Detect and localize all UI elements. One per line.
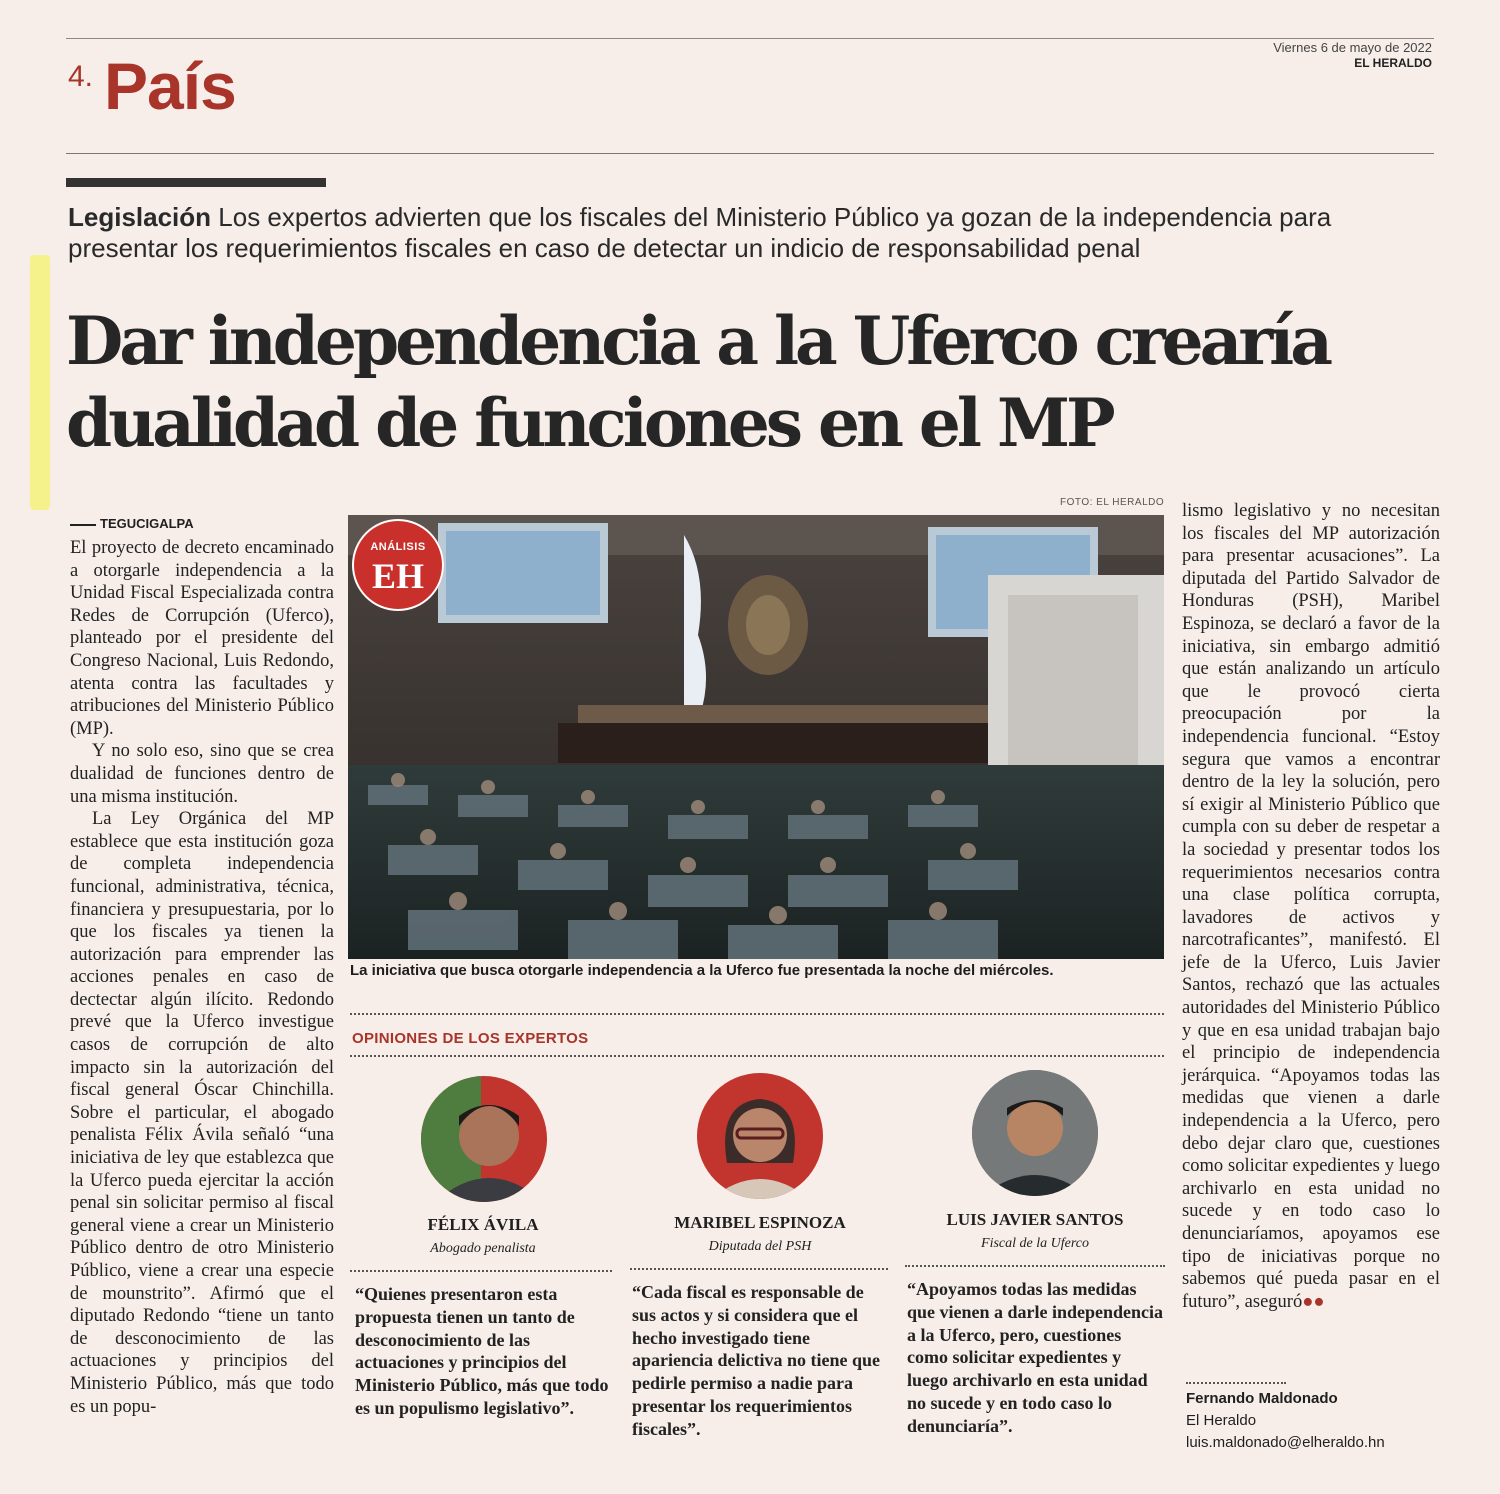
photo-credit: FOTO: EL HERALDO <box>1060 497 1165 508</box>
top-rule <box>66 38 1434 39</box>
kicker-bar <box>66 178 326 187</box>
portrait-luis <box>972 1070 1098 1196</box>
headline <box>66 300 1466 464</box>
photo-caption: La iniciativa que busca otorgarle independencia a la Uferco fue presentada la noche del miércoles. <box>350 962 1054 979</box>
avatar-felix-avila <box>421 1076 547 1202</box>
quote-rule <box>630 1268 888 1270</box>
kicker: Legislación <box>68 202 212 232</box>
headline-line-1: Dar independencia a la Uferco crearía <box>66 302 1329 380</box>
paragraph <box>1182 500 1440 1313</box>
column-1 <box>70 537 334 1418</box>
analysis-badge <box>352 519 444 611</box>
paragraph-text: lismo legislativo y no necesitan los fiscales del MP autorización para presentar acusaciones”. La diputada del Partido Salvador de Honduras (PSH), Maribel Espinoza, se declaró a favor de la iniciativa, sin embargo admitió que están analizando un artículo que le provocó cierta preocupación por la independencia funcional. “Estoy segura que vamos a encontrar dentro de la ley la solución, pero sí exigir al Ministerio Público que cumpla con su deber de respetar a la sociedad y presentar todos los requerimientos necesarios contra una clase política corrupta, lavadores de activos y narcotraficantes”, manifestó. El jefe de la Uferco, Luis Javier Santos, rechazó que las actuales autoridades del Ministerio Público y que en esa unidad trabajan bajo el principio de independencia jerárquica. “Apoyamos todas las medidas que vienen a darle independencia a la Uferco, pero debo dejar claro que, cuestiones como solicitar expedientes y luego archivarlo en esta unidad no sucede y en todo caso lo denunciaríamos, apoyamos ese tipo de iniciativas porque no sabemos qué pueda pasar en el futuro”, aseguró <box>1182 501 1440 1312</box>
badge-label: ANÁLISIS <box>370 541 426 553</box>
portrait-felix <box>421 1076 547 1202</box>
author-name: Fernando Maldonado <box>1186 1390 1338 1407</box>
highlighter-mark <box>30 255 50 510</box>
dateline <box>70 516 194 531</box>
expert-name: LUIS JAVIER SANTOS <box>946 1210 1124 1229</box>
expert-quote: “Apoyamos todas las medidas que vienen a darle independencia a la Uferco, pero, cuestiones como solicitar expedientes y luego archivarlo en esta unidad no sucede y en todo caso lo denunciaría”. <box>907 1279 1164 1436</box>
article-lead <box>68 202 1438 264</box>
dateline-text: TEGUCIGALPA <box>100 516 194 531</box>
issue-date: Viernes 6 de mayo de 2022 <box>1273 40 1432 55</box>
dateline-bar <box>70 524 96 526</box>
author-outlet: El Heraldo <box>1186 1412 1257 1429</box>
expert-role: Abogado penalista <box>430 1241 536 1256</box>
quote-rule <box>905 1265 1165 1267</box>
avatar-luis-javier-santos <box>972 1070 1098 1196</box>
expert-quote: “Cada fiscal es responsable de sus actos y si considera que el hecho investigado tiene apariencia delictiva no tiene que pedirle permiso a nadie para presentar los requerimientos fiscales”. <box>632 1282 880 1439</box>
column-3 <box>1182 500 1440 1313</box>
end-mark: ●● <box>1302 1291 1325 1312</box>
lead-text: Los expertos advierten que los fiscales del Ministerio Público ya gozan de la independencia para presentar los requerimientos fiscales en caso de detectar un indicio de responsabilidad penal <box>68 202 1332 263</box>
congress-photo-illustration <box>348 515 1164 959</box>
expert-role: Fiscal de la Uferco <box>981 1236 1089 1251</box>
opinions-top-rule <box>350 1013 1164 1015</box>
paragraph: Y no solo eso, sino que se crea dualidad de funciones dentro de una misma institución. <box>70 741 334 807</box>
avatar-maribel-espinoza <box>697 1073 823 1199</box>
congress-photo <box>348 515 1164 959</box>
opinions-heading: OPINIONES DE LOS EXPERTOS <box>352 1030 589 1047</box>
expert-quote: “Quienes presentaron esta propuesta tienen un tanto de desconocimiento de las actuaciones y principios del Ministerio Público, más que todo es un populismo legislativo”. <box>355 1284 609 1418</box>
expert-role: Diputada del PSH <box>708 1239 812 1254</box>
expert-name: FÉLIX ÁVILA <box>427 1215 539 1234</box>
author-email[interactable]: luis.maldonado@elheraldo.hn <box>1186 1434 1385 1451</box>
newspaper-name: EL HERALDO <box>1354 56 1432 70</box>
quote-rule <box>350 1270 612 1272</box>
opinions-heading-rule <box>350 1055 1164 1057</box>
eh-logo: EH <box>371 556 424 596</box>
paragraph: El proyecto de decreto encaminado a otorgarle independencia a la Unidad Fiscal Especializada contra Redes de Corrupción (Uferco), planteado por el presidente del Congreso Nacional, Luis Redondo, atenta contra las facultades y atribuciones del Ministerio Público (MP). <box>70 538 334 739</box>
byline-rule <box>1186 1382 1286 1384</box>
expert-name: MARIBEL ESPINOZA <box>674 1213 846 1232</box>
headline-line-2: dualidad de funciones en el MP <box>66 384 1112 462</box>
section-title: País <box>104 49 236 123</box>
section-number: 4. <box>68 60 94 93</box>
paragraph: La Ley Orgánica del MP establece que esta institución goza de completa independencia funcional, administrativa, técnica, financiera y presupuestaria, por lo que los fiscales ya tienen la autorización para emprender las acciones penales en caso de dectectar algún ilícito. Redondo prevé que la Uferco investigue casos de corrupción de alto impacto sin la autorización del fiscal general Óscar Chinchilla. Sobre el particular, el abogado penalista Félix Ávila señaló “una iniciativa de ley que establezca que la Uferco pueda ejercitar la acción penal sin solicitar permiso al fiscal general viene a crear un Ministerio Público dentro de otro Ministerio Público, viene a crear una especie de mounstrito”. Afirmó que el diputado Redondo “tiene un tanto de desconocimiento de las actuaciones y principios del Ministerio Público, más que todo es un popu- <box>70 809 334 1417</box>
portrait-maribel <box>697 1073 823 1199</box>
header-divider <box>66 153 1434 154</box>
